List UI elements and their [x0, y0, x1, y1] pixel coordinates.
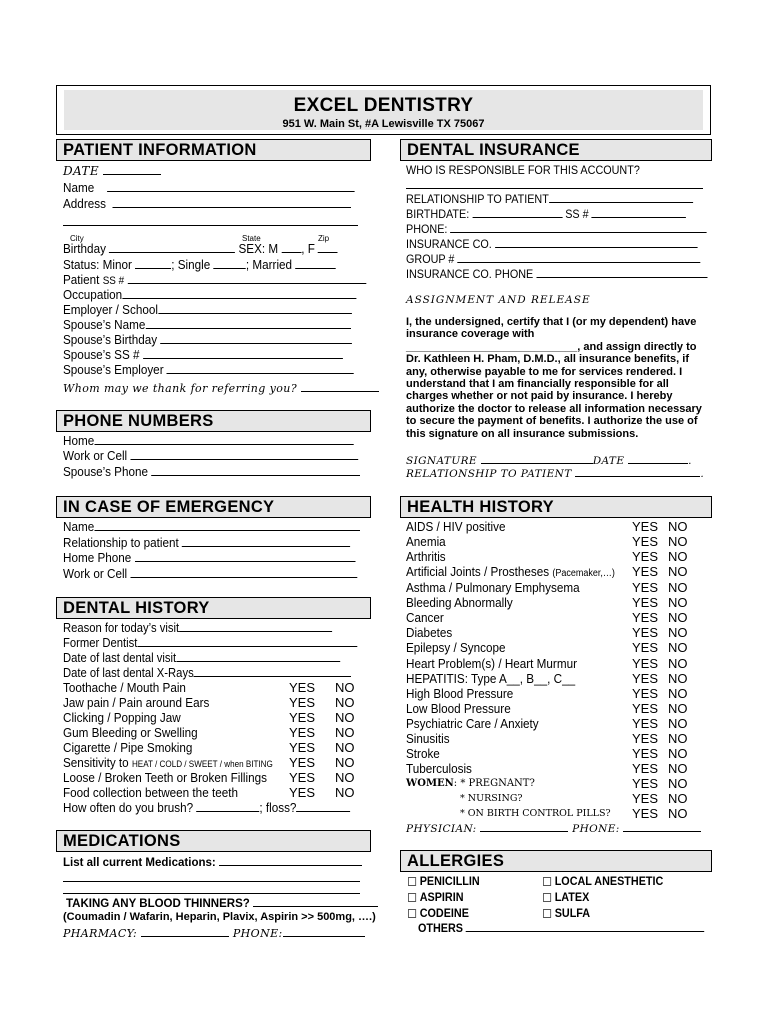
no-option[interactable]: NO [668, 656, 688, 671]
dental-item: Food collection between the teeth [63, 785, 238, 800]
nursing-label: * NURSING? [460, 793, 523, 804]
emergency-heading: IN CASE OF EMERGENCY [56, 496, 371, 518]
allergy-sulfa[interactable]: SULFA [543, 906, 590, 921]
health-item: Low Blood Pressure [406, 701, 511, 716]
blood-thinners-examples: (Coumadin / Wafarin, Heparin, Plavix, Aspirin >> 500mg, ….) [63, 911, 376, 923]
no-option[interactable]: NO [668, 671, 688, 686]
no-option[interactable]: NO [668, 564, 688, 579]
yes-option[interactable]: YES [632, 671, 659, 686]
form-header [56, 85, 711, 135]
no-option[interactable]: NO [668, 640, 688, 655]
no-option[interactable]: NO [335, 755, 355, 770]
no-option[interactable]: NO [668, 746, 688, 761]
home-phone-field[interactable]: Home [63, 433, 353, 448]
health-item: High Blood Pressure [406, 686, 514, 701]
no-option[interactable]: NO [668, 701, 688, 716]
allergy-others-field[interactable]: OTHERS [418, 920, 705, 936]
health-item: HEPATITIS: Type A__, B__, C__ [406, 671, 576, 686]
emergency-home-field[interactable]: Home Phone [63, 550, 355, 565]
health-item: Anemia [406, 534, 446, 549]
yes-option[interactable]: YES [632, 791, 659, 806]
no-option[interactable]: NO [668, 686, 688, 701]
dental-item: Cigarette / Pipe Smoking [63, 740, 193, 755]
allergy-latex[interactable]: LATEX [543, 890, 589, 905]
no-option[interactable]: NO [668, 625, 688, 640]
health-item: Sinusitis [406, 731, 450, 746]
zip-label: Zip [318, 234, 330, 243]
women-label: WOMEN: * PREGNANT? [406, 778, 535, 789]
no-option[interactable]: NO [668, 791, 688, 806]
no-option[interactable]: NO [335, 725, 355, 740]
patient-ss-field[interactable]: Patient SS # [63, 272, 366, 289]
dental-item: Gum Bleeding or Swelling [63, 725, 198, 740]
no-option[interactable]: NO [335, 785, 355, 800]
yes-option[interactable]: YES [632, 549, 659, 564]
status-field[interactable]: Status: Minor ; Single ; Married [63, 257, 336, 272]
health-item: Stroke [406, 746, 440, 761]
checkbox-icon[interactable] [408, 909, 416, 918]
checkbox-icon[interactable] [408, 877, 416, 886]
yes-option[interactable]: YES [632, 625, 659, 640]
yes-option[interactable]: YES [289, 725, 316, 740]
health-item: Asthma / Pulmonary Emphysema [406, 580, 580, 595]
spouse-name-field[interactable]: Spouse’s Name [63, 317, 351, 332]
yes-option[interactable]: YES [632, 806, 659, 821]
health-item: AIDS / HIV positive [406, 519, 506, 534]
no-option[interactable]: NO [668, 580, 688, 595]
no-option[interactable]: NO [668, 776, 688, 791]
group-number-field[interactable]: GROUP # [406, 251, 700, 267]
yes-option[interactable]: YES [632, 686, 659, 701]
yes-option[interactable]: YES [632, 580, 659, 595]
city-label: City [70, 234, 84, 243]
allergy-codeine[interactable]: CODEINE [408, 906, 469, 921]
no-option[interactable]: NO [668, 716, 688, 731]
name-field[interactable]: Name [63, 180, 355, 195]
yes-option[interactable]: YES [289, 770, 316, 785]
allergy-aspirin[interactable]: ASPIRIN [408, 890, 464, 905]
checkbox-icon[interactable] [543, 893, 551, 902]
employer-field[interactable]: Employer / School [63, 302, 351, 317]
no-option[interactable]: NO [668, 731, 688, 746]
health-item: Heart Problem(s) / Heart Murmur [406, 656, 577, 671]
state-label: State [242, 234, 261, 243]
health-item: Epilepsy / Syncope [406, 640, 506, 655]
yes-option[interactable]: YES [632, 716, 659, 731]
emergency-relationship-field[interactable]: Relationship to patient [63, 535, 350, 550]
no-option[interactable]: NO [668, 595, 688, 610]
referral-field[interactable]: Whom may we thank for referring you? [63, 381, 379, 396]
yes-option[interactable]: YES [632, 701, 659, 716]
no-option[interactable]: NO [335, 695, 355, 710]
no-option[interactable]: NO [668, 806, 688, 821]
yes-option[interactable]: YES [632, 731, 659, 746]
health-item: Psychiatric Care / Anxiety [406, 716, 539, 731]
no-option[interactable]: NO [335, 710, 355, 725]
health-item: Diabetes [406, 625, 453, 640]
dental-item-sensitivity: Sensitivity to HEAT / COLD / SWEET / when BITING [63, 755, 273, 770]
last-visit-field[interactable]: Date of last dental visit [63, 650, 340, 666]
checkbox-icon[interactable] [543, 877, 551, 886]
spouse-employer-field[interactable]: Spouse’s Employer [63, 362, 354, 377]
relationship-field[interactable]: RELATIONSHIP TO PATIENT [406, 191, 693, 207]
allergies-heading: ALLERGIES [400, 850, 712, 872]
spouse-phone-field[interactable]: Spouse’s Phone [63, 464, 360, 479]
reason-visit-field[interactable]: Reason for today’s visit [63, 620, 332, 636]
birth-control-label: * ON BIRTH CONTROL PILLS? [460, 808, 611, 819]
yes-option[interactable]: YES [632, 595, 659, 610]
assignment-heading: ASSIGNMENT AND RELEASE [406, 294, 591, 306]
signature-field[interactable]: SIGNATURE DATE . [406, 455, 692, 467]
yes-option[interactable]: YES [289, 710, 316, 725]
dental-item: Clicking / Popping Jaw [63, 710, 181, 725]
clinic-name: EXCEL DENTISTRY [293, 95, 474, 116]
responsible-field[interactable] [406, 177, 703, 192]
last-xray-field[interactable]: Date of last dental X-Rays [63, 665, 351, 681]
address-line-2[interactable] [63, 214, 358, 229]
assignment-paragraph: I, the undersigned, certify that I (or my dependent) have insurance coverage with ____________________________, and assign directly to Dr. Kathleen H. Pham, D.M.D., all insurance benefits, if any, otherwise payable to me for services rendered. I understand that I am financially responsible for all charges whether or not paid by insurance. I hereby authorize the doctor to release all information necessary to secure the payment of benefits. I authorize the use of this signature on all insurance submissions. [406, 316, 702, 440]
yes-option[interactable]: YES [632, 564, 659, 579]
blood-thinners-field[interactable]: TAKING ANY BLOOD THINNERS? [66, 895, 378, 912]
signer-relationship-field[interactable]: RELATIONSHIP TO PATIENT . [406, 468, 705, 480]
physician-field[interactable]: PHYSICIAN: PHONE: [406, 822, 701, 837]
clinic-address: 951 W. Main St, #A Lewisville TX 75067 [282, 118, 485, 130]
occupation-field[interactable]: Occupation [63, 287, 356, 302]
birthday-field[interactable]: Birthday SEX: M , F [63, 241, 338, 256]
no-option[interactable]: NO [335, 680, 355, 695]
no-option[interactable]: NO [668, 549, 688, 564]
insurance-company-field[interactable]: INSURANCE CO. [406, 236, 697, 252]
date-field[interactable]: DATE [63, 163, 161, 179]
dental-history-heading: DENTAL HISTORY [56, 597, 371, 619]
no-option[interactable]: NO [668, 761, 688, 776]
brush-field[interactable]: How often do you brush? ; floss? [63, 800, 350, 815]
checkbox-icon[interactable] [543, 909, 551, 918]
pharmacy-field[interactable]: PHARMACY: PHONE: [63, 926, 365, 941]
health-item: Arthritis [406, 549, 446, 564]
yes-option[interactable]: YES [289, 680, 316, 695]
health-item: Bleeding Abnormally [406, 595, 513, 610]
yes-option[interactable]: YES [289, 785, 316, 800]
former-dentist-field[interactable]: Former Dentist [63, 635, 357, 651]
no-option[interactable]: NO [668, 519, 688, 534]
emergency-name-field[interactable]: Name [63, 519, 360, 534]
spouse-ss-field[interactable]: Spouse’s SS # [63, 347, 343, 362]
medications-heading: MEDICATIONS [56, 830, 371, 852]
yes-option[interactable]: YES [632, 761, 659, 776]
address-field[interactable]: Address [63, 196, 351, 211]
yes-option[interactable]: YES [632, 746, 659, 761]
insurance-phone-field[interactable]: INSURANCE CO. PHONE [406, 266, 707, 282]
phone-numbers-heading: PHONE NUMBERS [56, 410, 371, 432]
health-item: Tuberculosis [406, 761, 472, 776]
emergency-work-field[interactable]: Work or Cell [63, 566, 357, 581]
yes-option[interactable]: YES [289, 695, 316, 710]
work-phone-field[interactable]: Work or Cell [63, 448, 358, 463]
no-option[interactable]: NO [668, 534, 688, 549]
medications-field[interactable]: List all current Medications: [63, 854, 362, 871]
health-item: Cancer [406, 610, 444, 625]
insured-birthdate-field[interactable]: BIRTHDATE: SS # [406, 206, 686, 222]
dental-item: Toothache / Mouth Pain [63, 680, 186, 695]
no-option[interactable]: NO [668, 610, 688, 625]
yes-option[interactable]: YES [632, 519, 659, 534]
allergy-penicillin[interactable]: PENICILLIN [408, 874, 480, 889]
yes-option[interactable]: YES [632, 776, 659, 791]
health-history-heading: HEALTH HISTORY [400, 496, 712, 518]
yes-option[interactable]: YES [632, 534, 659, 549]
yes-option[interactable]: YES [632, 610, 659, 625]
health-item: Artificial Joints / Prostheses (Pacemaker,…) [406, 564, 615, 579]
dental-item: Jaw pain / Pain around Ears [63, 695, 210, 710]
form-header-inner [64, 90, 703, 130]
yes-option[interactable]: YES [632, 656, 659, 671]
insured-phone-field[interactable]: PHONE: [406, 221, 707, 237]
yes-option[interactable]: YES [632, 640, 659, 655]
spouse-birthday-field[interactable]: Spouse’s Birthday [63, 332, 352, 347]
yes-option[interactable]: YES [289, 755, 316, 770]
dental-insurance-heading: DENTAL INSURANCE [400, 139, 712, 161]
patient-info-heading: PATIENT INFORMATION [56, 139, 371, 161]
responsible-label: WHO IS RESPONSIBLE FOR THIS ACCOUNT? [406, 163, 640, 177]
checkbox-icon[interactable] [408, 893, 416, 902]
no-option[interactable]: NO [335, 770, 355, 785]
yes-option[interactable]: YES [289, 740, 316, 755]
no-option[interactable]: NO [335, 740, 355, 755]
dental-item: Loose / Broken Teeth or Broken Fillings [63, 770, 268, 785]
allergy-local-anesthetic[interactable]: LOCAL ANESTHETIC [543, 874, 663, 889]
